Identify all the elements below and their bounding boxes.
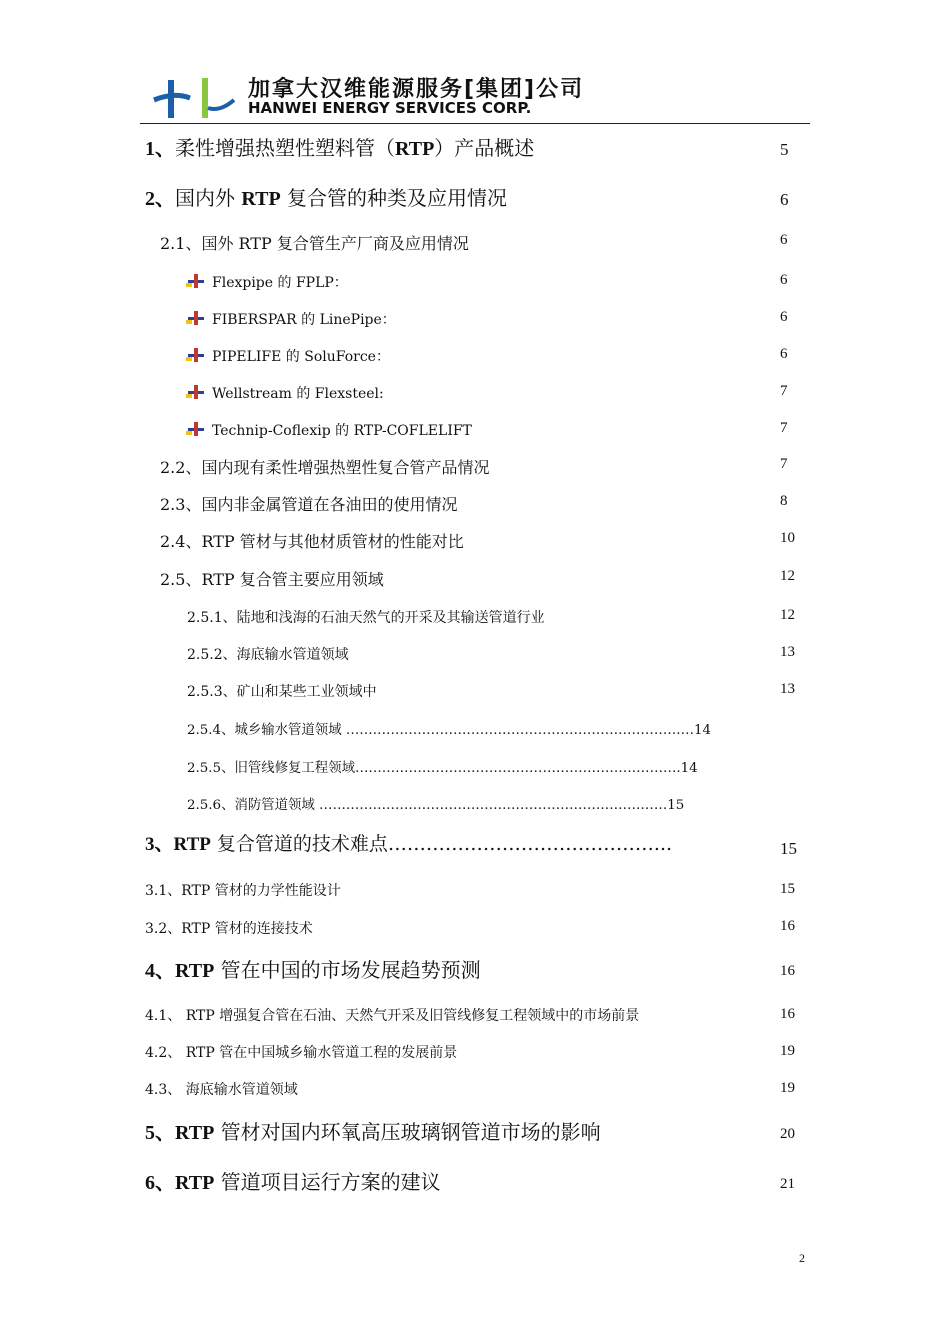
letterhead (150, 70, 810, 126)
toc-entry-text: ）产品概述 (434, 136, 535, 160)
toc-page-flexpipe: 6 (780, 272, 788, 288)
toc-entry-1[interactable] (145, 132, 534, 161)
toc-page-technip: 7 (780, 420, 788, 436)
toc-entry-2-5[interactable]: 2.5、RTP 复合管主要应用领域 (160, 570, 384, 589)
toc-entry-2-5-5[interactable]: 2.5.5、旧管线修复工程领域……………………………………………………………….14 (187, 761, 698, 776)
toc-entry-text: 管材对国内环氧高压玻璃钢管道市场的影响 (214, 1120, 601, 1144)
company-logo-icon (150, 78, 235, 120)
company-name-chinese: 加拿大汉维能源服务[集团]公司 (248, 77, 585, 102)
toc-entry-2-5-1[interactable]: 2.5.1、陆地和浅海的石油天然气的开采及其输送管道行业 (187, 610, 545, 626)
toc-entry-text: 复合管的种类及应用情况 (280, 186, 508, 210)
toc-entry-2-5-3[interactable]: 2.5.3、矿山和某些工业领域中 (187, 684, 377, 700)
toc-entry-bold: RTP (173, 834, 211, 855)
toc-page-3-2: 16 (780, 918, 795, 934)
toc-entry-2-3[interactable]: 2.3、国内非金属管道在各油田的使用情况 (160, 495, 458, 514)
company-name-english: HANWEI ENERGY SERVICES CORP. (248, 99, 532, 117)
toc-entry-text: PIPELIFE 的 SoluForce： (212, 349, 390, 365)
toc-page-6: 21 (780, 1176, 795, 1192)
toc-entry-3[interactable] (145, 829, 672, 856)
bullet-arrow-icon (186, 421, 206, 437)
toc-page-2-5: 12 (780, 568, 795, 584)
toc-page-4-2: 19 (780, 1043, 795, 1059)
toc-entry-number: 5、 (145, 1122, 175, 1144)
toc-entry-4-1[interactable]: 4.1、 RTP 增强复合管在石油、天然气开采及旧管线修复工程领域中的市场前景 (145, 1008, 640, 1024)
toc-entry-2-2[interactable]: 2.2、国内现有柔性增强热塑性复合管产品情况 (160, 458, 490, 477)
toc-entry-text: 复合管道的技术难点……………………………………... (210, 833, 673, 855)
toc-page-5: 20 (780, 1126, 795, 1142)
toc-page-4-3: 19 (780, 1080, 795, 1096)
toc-entry-text: 管在中国的市场发展趋势预测 (214, 958, 481, 982)
bullet-arrow-icon (186, 310, 206, 326)
toc-entry-number: 3、 (145, 834, 174, 855)
bullet-arrow-icon (186, 273, 206, 289)
toc-page-3: 15 (780, 839, 797, 858)
toc-page-pipelife: 6 (780, 346, 788, 362)
toc-page-1: 5 (780, 140, 789, 159)
bullet-arrow-icon (186, 384, 206, 400)
toc-entry-4-2[interactable]: 4.2、 RTP 管在中国城乡输水管道工程的发展前景 (145, 1045, 458, 1061)
toc-entry-4[interactable] (145, 954, 481, 983)
toc-entry-number: 4、 (145, 960, 175, 982)
toc-entry-6[interactable] (145, 1166, 441, 1195)
toc-entry-fiberspar[interactable] (186, 309, 396, 329)
header-divider (140, 123, 810, 124)
toc-entry-number: 1、 (145, 138, 175, 160)
toc-entry-bold: RTP (241, 188, 281, 210)
toc-entry-bold: RTP (175, 960, 215, 982)
toc-entry-2-4[interactable]: 2.4、RTP 管材与其他材质管材的性能对比 (160, 532, 464, 551)
toc-entry-2-1[interactable]: 2.1、国外 RTP 复合管生产厂商及应用情况 (160, 234, 469, 253)
toc-entry-text: 国内外 (175, 186, 242, 210)
toc-entry-text: Flexpipe 的 FPLP： (212, 275, 348, 291)
toc-page-2-1: 6 (780, 232, 788, 248)
toc-page-2-4: 10 (780, 530, 795, 546)
toc-page-2-5-1: 12 (780, 607, 795, 623)
toc-entry-bold: RTP (175, 1172, 215, 1194)
toc-entry-3-2[interactable]: 3.2、RTP 管材的连接技术 (145, 921, 313, 937)
toc-entry-4-3[interactable]: 4.3、 海底输水管道领域 (145, 1082, 298, 1098)
toc-entry-wellstream[interactable] (186, 383, 384, 403)
toc-entry-5[interactable] (145, 1116, 601, 1145)
toc-entry-pipelife[interactable] (186, 346, 390, 366)
toc-page-4: 16 (780, 963, 795, 979)
toc-entry-bold: RTP (395, 138, 435, 160)
toc-entry-number: 2、 (145, 188, 175, 210)
toc-entry-text: FIBERSPAR 的 LinePipe： (212, 312, 396, 328)
toc-entry-text: 管道项目运行方案的建议 (214, 1170, 441, 1194)
toc-page-4-1: 16 (780, 1006, 795, 1022)
toc-entry-technip[interactable] (186, 420, 472, 440)
toc-entry-2-5-2[interactable]: 2.5.2、海底输水管道领域 (187, 647, 349, 663)
toc-entry-bold: RTP (175, 1122, 215, 1144)
bullet-arrow-icon (186, 347, 206, 363)
toc-page-2-5-2: 13 (780, 644, 795, 660)
toc-entry-2-5-4[interactable]: 2.5.4、城乡输水管道领域 ……………………………………………………………………14 (187, 723, 712, 738)
toc-page-3-1: 15 (780, 881, 795, 897)
toc-page-2-5-3: 13 (780, 681, 795, 697)
toc-entry-2-5-6[interactable]: 2.5.6、消防管道领域 ……………………………………………………………………15 (187, 798, 685, 813)
toc-page-2-3: 8 (780, 493, 788, 509)
toc-entry-text: Wellstream 的 Flexsteel: (212, 386, 384, 402)
toc-page-fiberspar: 6 (780, 309, 788, 325)
toc-entry-text: Technip-Coflexip 的 RTP-COFLELIFT (212, 423, 472, 439)
toc-page-wellstream: 7 (780, 383, 788, 399)
toc-entry-2[interactable] (145, 182, 507, 211)
toc-entry-number: 6、 (145, 1172, 175, 1194)
toc-entry-flexpipe[interactable] (186, 272, 348, 292)
toc-page-2: 6 (780, 190, 789, 209)
toc-page-2-2: 7 (780, 456, 788, 472)
page-number: 2 (799, 1251, 805, 1265)
toc-entry-3-1[interactable]: 3.1、RTP 管材的力学性能设计 (145, 883, 341, 899)
toc-entry-text: 柔性增强热塑性塑料管（ (175, 136, 395, 160)
